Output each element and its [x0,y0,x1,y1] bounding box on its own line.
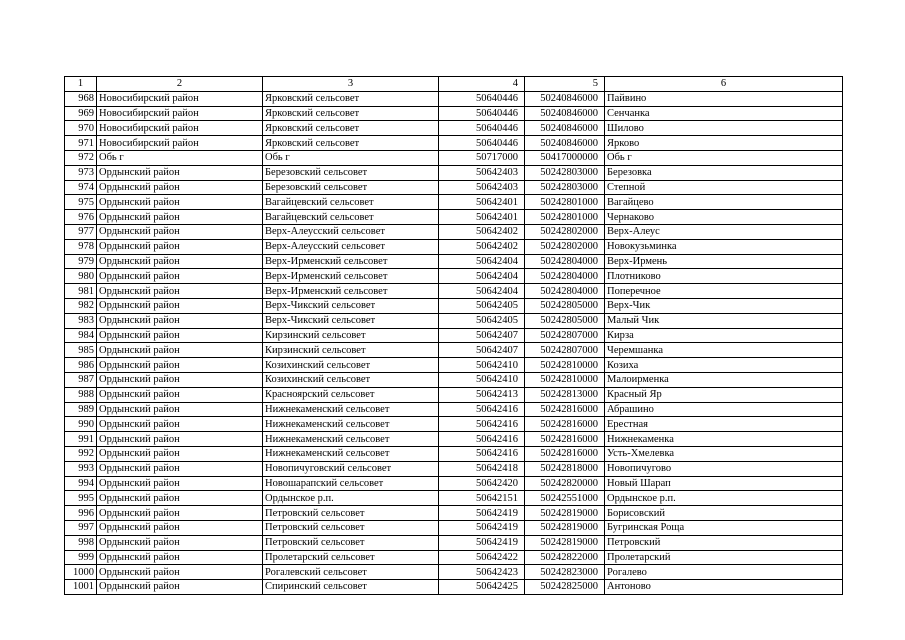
header-cell-5: 5 [525,77,605,92]
okato-code-cell: 50242803000 [525,180,605,195]
document-page [64,76,842,595]
okato-code-cell: 50242823000 [525,565,605,580]
header-cell-3: 3 [263,77,439,92]
okato-code-cell: 50242803000 [525,165,605,180]
oktmo-code-cell: 50642416 [439,417,525,432]
table-row [65,165,843,180]
table-row [65,535,843,550]
district-cell: Ордынский район [97,520,263,535]
municipality-cell: Верх-Ирменский сельсовет [263,284,439,299]
settlement-cell: Сенчанка [605,106,843,121]
oktmo-code-cell: 50642416 [439,402,525,417]
row-number-cell: 994 [65,476,97,491]
oktmo-code-cell: 50642425 [439,580,525,595]
municipality-cell: Петровский сельсовет [263,520,439,535]
table-row [65,358,843,373]
settlement-cell: Березовка [605,165,843,180]
district-cell: Ордынский район [97,224,263,239]
okato-code-cell: 50240846000 [525,91,605,106]
table-row [65,328,843,343]
district-cell: Ордынский район [97,254,263,269]
oktmo-code-cell: 50642403 [439,165,525,180]
header-cell-2: 2 [97,77,263,92]
district-cell: Ордынский район [97,284,263,299]
header-cell-6: 6 [605,77,843,92]
header-cell-4: 4 [439,77,525,92]
district-cell: Ордынский район [97,210,263,225]
row-number-cell: 979 [65,254,97,269]
table-row [65,91,843,106]
row-number-cell: 999 [65,550,97,565]
district-cell: Ордынский район [97,550,263,565]
table-header [65,77,843,92]
oktmo-code-cell: 50640446 [439,136,525,151]
okato-code-cell: 50242810000 [525,372,605,387]
settlement-cell: Бугринская Роща [605,520,843,535]
district-cell: Новосибирский район [97,91,263,106]
row-number-cell: 971 [65,136,97,151]
settlement-cell: Нижнекаменка [605,432,843,447]
district-cell: Ордынский район [97,165,263,180]
table-row [65,446,843,461]
district-cell: Ордынский район [97,535,263,550]
municipality-cell: Вагайцевский сельсовет [263,210,439,225]
municipality-cell: Пролетарский сельсовет [263,550,439,565]
row-number-cell: 997 [65,520,97,535]
row-number-cell: 984 [65,328,97,343]
settlement-cell: Малоирменка [605,372,843,387]
okato-code-cell: 50242819000 [525,535,605,550]
oktmo-code-cell: 50642401 [439,195,525,210]
district-cell: Ордынский район [97,343,263,358]
settlement-cell: Ерестная [605,417,843,432]
row-number-cell: 985 [65,343,97,358]
okato-code-cell: 50242813000 [525,387,605,402]
okato-code-cell: 50242802000 [525,224,605,239]
okato-code-cell: 50242820000 [525,476,605,491]
oktmo-code-cell: 50640446 [439,91,525,106]
oktmo-code-cell: 50642407 [439,343,525,358]
table-row [65,284,843,299]
oktmo-code-cell: 50642404 [439,254,525,269]
table-row [65,565,843,580]
okato-code-cell: 50242816000 [525,417,605,432]
table-row [65,550,843,565]
oktmo-code-cell: 50642422 [439,550,525,565]
row-number-cell: 1000 [65,565,97,580]
municipality-cell: Верх-Чикский сельсовет [263,313,439,328]
district-cell: Ордынский район [97,506,263,521]
settlement-cell: Рогалево [605,565,843,580]
municipality-cell: Нижнекаменский сельсовет [263,446,439,461]
okato-code-cell: 50242801000 [525,210,605,225]
district-cell: Ордынский район [97,372,263,387]
row-number-cell: 989 [65,402,97,417]
table-row [65,180,843,195]
table-row [65,239,843,254]
okato-code-cell: 50242804000 [525,269,605,284]
settlement-cell: Козиха [605,358,843,373]
table-row [65,476,843,491]
table-row [65,506,843,521]
settlement-cell: Ярково [605,136,843,151]
row-number-cell: 990 [65,417,97,432]
row-number-cell: 992 [65,446,97,461]
table-row [65,387,843,402]
district-cell: Ордынский район [97,387,263,402]
okato-code-cell: 50242805000 [525,298,605,313]
okato-code-cell: 50242551000 [525,491,605,506]
oktmo-code-cell: 50642401 [439,210,525,225]
row-number-cell: 974 [65,180,97,195]
settlement-cell: Поперечное [605,284,843,299]
table-row [65,210,843,225]
oktmo-code-cell: 50642418 [439,461,525,476]
settlement-cell: Борисовский [605,506,843,521]
district-cell: Ордынский район [97,358,263,373]
settlement-cell: Черемшанка [605,343,843,358]
header-cell-1: 1 [65,77,97,92]
table-row [65,106,843,121]
oktmo-code-cell: 50642151 [439,491,525,506]
settlement-cell: Ордынское р.п. [605,491,843,506]
okato-code-cell: 50242825000 [525,580,605,595]
settlement-cell: Чернаково [605,210,843,225]
municipality-cell: Обь г [263,150,439,165]
municipality-cell: Ордынское р.п. [263,491,439,506]
settlement-cell: Пайвино [605,91,843,106]
settlement-cell: Малый Чик [605,313,843,328]
row-number-cell: 991 [65,432,97,447]
oktmo-code-cell: 50642404 [439,269,525,284]
settlement-cell: Верх-Алеус [605,224,843,239]
district-cell: Ордынский район [97,491,263,506]
table-row [65,150,843,165]
header-row [65,77,843,92]
okato-code-cell: 50242822000 [525,550,605,565]
row-number-cell: 980 [65,269,97,284]
table-row [65,372,843,387]
oktmo-code-cell: 50642405 [439,313,525,328]
district-cell: Ордынский район [97,313,263,328]
district-cell: Новосибирский район [97,121,263,136]
row-number-cell: 975 [65,195,97,210]
okato-code-cell: 50242816000 [525,402,605,417]
row-number-cell: 983 [65,313,97,328]
settlement-cell: Кирза [605,328,843,343]
municipality-cell: Ярковский сельсовет [263,91,439,106]
municipality-cell: Новошарапский сельсовет [263,476,439,491]
table-row [65,343,843,358]
row-number-cell: 976 [65,210,97,225]
district-cell: Ордынский район [97,476,263,491]
municipality-cell: Ярковский сельсовет [263,136,439,151]
oktmo-code-cell: 50642419 [439,520,525,535]
municipality-cell: Верх-Алеусский сельсовет [263,224,439,239]
settlement-cell: Обь г [605,150,843,165]
okato-code-cell: 50242819000 [525,506,605,521]
table-body [65,91,843,594]
municipality-cell: Нижнекаменский сельсовет [263,417,439,432]
municipality-cell: Кирзинский сельсовет [263,343,439,358]
row-number-cell: 986 [65,358,97,373]
oktmo-code-cell: 50640446 [439,106,525,121]
oktmo-code-cell: 50642402 [439,224,525,239]
district-cell: Обь г [97,150,263,165]
settlement-cell: Верх-Ирмень [605,254,843,269]
settlement-cell: Антоново [605,580,843,595]
table-row [65,195,843,210]
row-number-cell: 982 [65,298,97,313]
okato-code-cell: 50242810000 [525,358,605,373]
municipality-cell: Верх-Алеусский сельсовет [263,239,439,254]
municipality-cell: Верх-Чикский сельсовет [263,298,439,313]
table-row [65,461,843,476]
oktmo-code-cell: 50717000 [439,150,525,165]
municipality-cell: Спиринский сельсовет [263,580,439,595]
oktmo-code-cell: 50642420 [439,476,525,491]
district-cell: Ордынский район [97,402,263,417]
settlement-cell: Пролетарский [605,550,843,565]
okato-code-cell: 50242819000 [525,520,605,535]
okato-code-cell: 50242818000 [525,461,605,476]
okato-code-cell: 50417000000 [525,150,605,165]
settlements-table [64,76,843,595]
oktmo-code-cell: 50642419 [439,506,525,521]
okato-code-cell: 50242805000 [525,313,605,328]
municipality-cell: Петровский сельсовет [263,535,439,550]
row-number-cell: 981 [65,284,97,299]
settlement-cell: Красный Яр [605,387,843,402]
municipality-cell: Козихинский сельсовет [263,358,439,373]
row-number-cell: 995 [65,491,97,506]
settlement-cell: Вагайцево [605,195,843,210]
okato-code-cell: 50242816000 [525,446,605,461]
municipality-cell: Рогалевский сельсовет [263,565,439,580]
oktmo-code-cell: 50642410 [439,358,525,373]
oktmo-code-cell: 50642403 [439,180,525,195]
municipality-cell: Кирзинский сельсовет [263,328,439,343]
settlement-cell: Верх-Чик [605,298,843,313]
district-cell: Ордынский район [97,269,263,284]
municipality-cell: Петровский сельсовет [263,506,439,521]
row-number-cell: 968 [65,91,97,106]
okato-code-cell: 50242801000 [525,195,605,210]
municipality-cell: Верх-Ирменский сельсовет [263,254,439,269]
district-cell: Ордынский район [97,328,263,343]
okato-code-cell: 50240846000 [525,136,605,151]
table-row [65,580,843,595]
municipality-cell: Нижнекаменский сельсовет [263,402,439,417]
row-number-cell: 969 [65,106,97,121]
municipality-cell: Березовский сельсовет [263,165,439,180]
municipality-cell: Новопичуговский сельсовет [263,461,439,476]
row-number-cell: 970 [65,121,97,136]
settlement-cell: Петровский [605,535,843,550]
district-cell: Ордынский район [97,195,263,210]
district-cell: Ордынский район [97,432,263,447]
municipality-cell: Ярковский сельсовет [263,121,439,136]
oktmo-code-cell: 50640446 [439,121,525,136]
row-number-cell: 993 [65,461,97,476]
row-number-cell: 998 [65,535,97,550]
district-cell: Ордынский район [97,446,263,461]
row-number-cell: 977 [65,224,97,239]
okato-code-cell: 50240846000 [525,121,605,136]
settlement-cell: Новокузьминка [605,239,843,254]
settlement-cell: Новопичугово [605,461,843,476]
district-cell: Ордынский район [97,565,263,580]
oktmo-code-cell: 50642404 [439,284,525,299]
oktmo-code-cell: 50642419 [439,535,525,550]
okato-code-cell: 50242807000 [525,328,605,343]
district-cell: Новосибирский район [97,106,263,121]
okato-code-cell: 50240846000 [525,106,605,121]
district-cell: Ордынский район [97,239,263,254]
row-number-cell: 978 [65,239,97,254]
table-row [65,313,843,328]
oktmo-code-cell: 50642407 [439,328,525,343]
table-row [65,254,843,269]
district-cell: Ордынский район [97,417,263,432]
oktmo-code-cell: 50642405 [439,298,525,313]
district-cell: Ордынский район [97,298,263,313]
table-row [65,491,843,506]
row-number-cell: 973 [65,165,97,180]
municipality-cell: Верх-Ирменский сельсовет [263,269,439,284]
table-row [65,520,843,535]
oktmo-code-cell: 50642423 [439,565,525,580]
oktmo-code-cell: 50642416 [439,446,525,461]
row-number-cell: 1001 [65,580,97,595]
district-cell: Ордынский район [97,461,263,476]
row-number-cell: 988 [65,387,97,402]
table-row [65,402,843,417]
okato-code-cell: 50242802000 [525,239,605,254]
district-cell: Новосибирский район [97,136,263,151]
okato-code-cell: 50242807000 [525,343,605,358]
okato-code-cell: 50242804000 [525,284,605,299]
municipality-cell: Березовский сельсовет [263,180,439,195]
municipality-cell: Козихинский сельсовет [263,372,439,387]
table-row [65,298,843,313]
municipality-cell: Красноярский сельсовет [263,387,439,402]
okato-code-cell: 50242804000 [525,254,605,269]
table-row [65,432,843,447]
table-row [65,224,843,239]
district-cell: Ордынский район [97,580,263,595]
settlement-cell: Усть-Хмелевка [605,446,843,461]
oktmo-code-cell: 50642413 [439,387,525,402]
district-cell: Ордынский район [97,180,263,195]
okato-code-cell: 50242816000 [525,432,605,447]
oktmo-code-cell: 50642410 [439,372,525,387]
municipality-cell: Ярковский сельсовет [263,106,439,121]
table-row [65,269,843,284]
table-row [65,121,843,136]
table-row [65,417,843,432]
settlement-cell: Абрашино [605,402,843,417]
oktmo-code-cell: 50642402 [439,239,525,254]
municipality-cell: Вагайцевский сельсовет [263,195,439,210]
row-number-cell: 987 [65,372,97,387]
row-number-cell: 972 [65,150,97,165]
table-row [65,136,843,151]
oktmo-code-cell: 50642416 [439,432,525,447]
settlement-cell: Степной [605,180,843,195]
settlement-cell: Новый Шарап [605,476,843,491]
municipality-cell: Нижнекаменский сельсовет [263,432,439,447]
row-number-cell: 996 [65,506,97,521]
settlement-cell: Плотниково [605,269,843,284]
settlement-cell: Шилово [605,121,843,136]
